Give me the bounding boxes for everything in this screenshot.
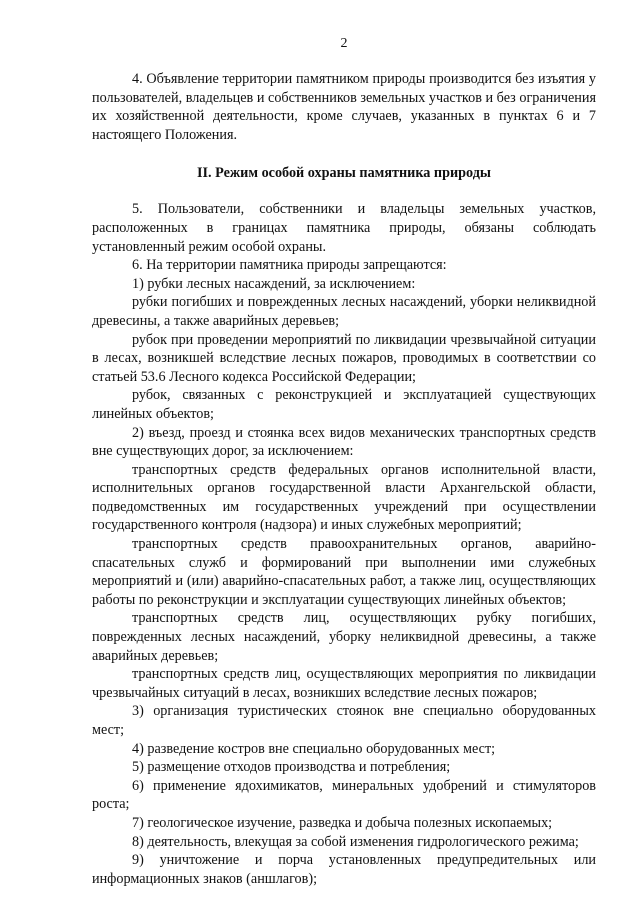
list-item-2: 2) въезд, проезд и стоянка всех видов механических транспортных средств вне существующих дорог, за исключением: [92,424,596,460]
list-subitem: транспортных средств лиц, осуществляющих мероприятия по ликвидации чрезвычайных ситуаций в лесах, возникших вследствие лесных пожаров; [92,666,596,701]
paragraph-4: 4. Объявление территории памятником природы производится без изъятия у пользователей, владельцев и собственников земельных участков и без ограничения их хозяйственной деятельности, кроме случаев, указанных в пунктах 6 и 7 настоящего Положения. [92,71,596,143]
list-subitem: транспортных средств федеральных органов исполнительной власти, исполнительных органов государственной власти Архангельской области, подведомственных им государственных учреждений при осуществлении государственного контроля (надзора) и иных служебных мероприятий; [92,461,596,534]
list-subitem: рубки погибших и поврежденных лесных насаждений, уборки неликвидной древесины, а также аварийных деревьев; [92,294,596,329]
list-item-7: 7) геологическое изучение, разведка и добыча полезных ископаемых; [132,814,553,831]
list-item-1: 1) рубки лесных насаждений, за исключением: [132,275,416,292]
paragraph-6: 6. На территории памятника природы запрещаются: [132,257,447,274]
list-item-6: 6) применение ядохимикатов, минеральных удобрений и стимуляторов роста; [92,777,596,813]
list-item-9: 9) уничтожение и порча установленных предупредительных или информационных знаков (аншлагов); [92,852,596,887]
list-subitem: транспортных средств правоохранительных органов, аварийно-спасательных служб и формирований при выполнении ими служебных мероприятий и (или) аварийно-спасательных работ, а также лиц, осуществляющих работы по реконструкции и эксплуатации существующих линейных объектов; [92,536,596,608]
list-item-3: 3) организация туристических стоянок вне специально оборудованных мест; [92,703,596,738]
paragraph-5: 5. Пользователи, собственники и владельцы земельных участков, расположенных в границах памятника природы, обязаны соблюдать установленный режим особой охраны. [92,201,596,255]
section-heading: II. Режим особой охраны памятника природы [196,165,491,182]
list-item-5: 5) размещение отходов производства и потребления; [132,759,451,776]
list-subitem: рубок при проведении мероприятий по ликвидации чрезвычайной ситуации в лесах, возникшей вследствие лесных пожаров, проводимых в соответствии со статьей 53.6 Лесного кодекса Российской Федерации; [92,331,596,385]
page-number: 2 [340,36,348,51]
list-item-8: 8) деятельность, влекущая за собой изменения гидрологического режима; [132,833,579,850]
list-item-4: 4) разведение костров вне специально оборудованных мест; [132,740,496,757]
list-subitem: транспортных средств лиц, осуществляющих рубку погибших, поврежденных лесных насаждений, уборку неликвидной древесины, а также аварийных деревьев; [92,610,596,664]
list-subitem: рубок, связанных с реконструкцией и эксплуатацией существующих линейных объектов; [92,387,596,422]
